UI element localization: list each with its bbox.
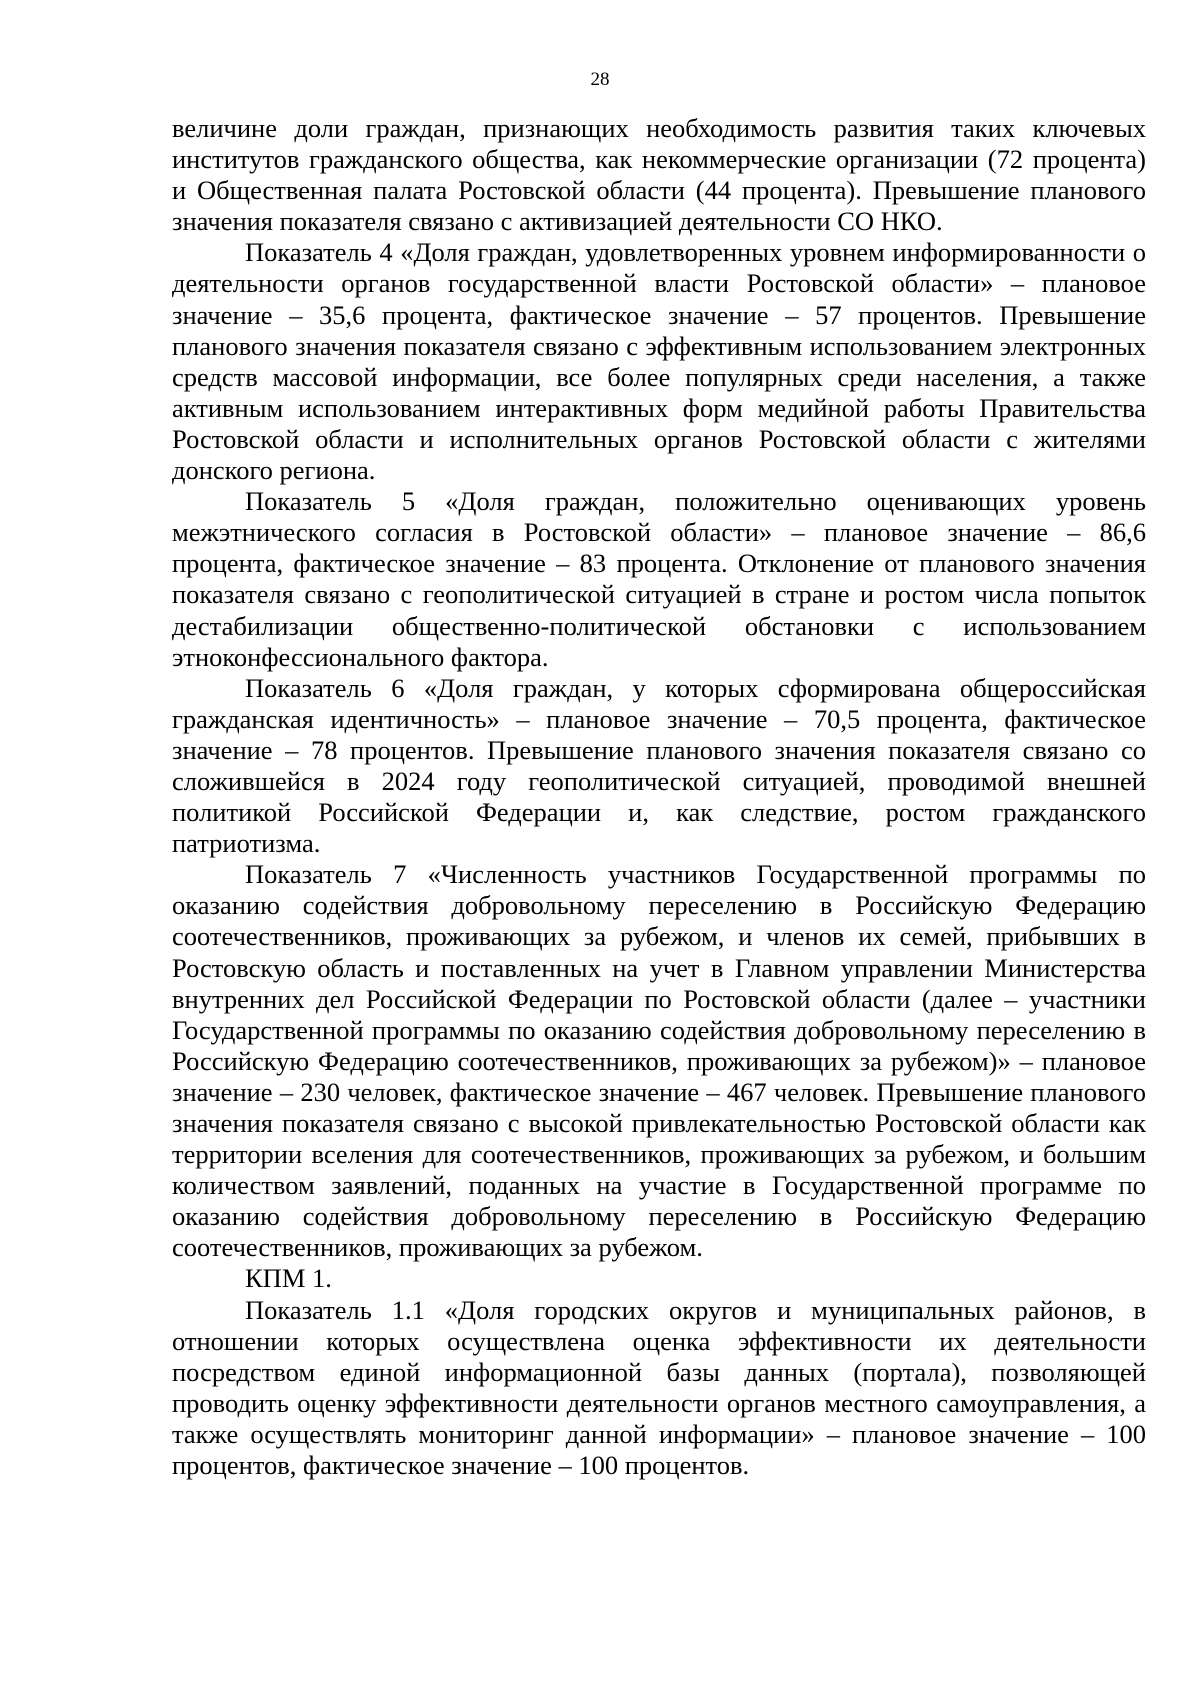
section-heading-kpm-1: КПМ 1.: [245, 1263, 332, 1294]
paragraph-indicator-5: Показатель 5 «Доля граждан, положительно оценивающих уровень межэтнического согласия в Ростовской области» – плановое значение – 86,6 процента, фактическое значение – 83 процента. Отклонение от планового значения показателя связано с геополитической ситуацией в стране и ростом числа попыток дестабилизации общественно-политической обстановки с использованием этноконфессионального фактора.: [172, 486, 1146, 672]
page-number: 28: [590, 69, 610, 90]
paragraph-continuation: величине доли граждан, признающих необходимость развития таких ключевых институтов гражданского общества, как некоммерческие организации (72 процента) и Общественная палата Ростовской области (44 процента). Превышение планового значения показателя связано с активизацией деятельности СО НКО.: [172, 113, 1146, 237]
paragraph-indicator-6: Показатель 6 «Доля граждан, у которых сформирована общероссийская гражданская идентичность» – плановое значение – 70,5 процента, фактическое значение – 78 процентов. Превышение планового значения показателя связано со сложившейся в 2024 году геополитической ситуацией, проводимой внешней политикой Российской Федерации и, как следствие, ростом гражданского патриотизма.: [172, 672, 1146, 859]
paragraph-indicator-1-1: Показатель 1.1 «Доля городских округов и муниципальных районов, в отношении которых осуществлена оценка эффективности их деятельности посредством единой информационной базы данных (портала), позволяющей проводить оценку эффективности деятельности органов местного самоуправления, а также осуществлять мониторинг данной информации» – плановое значение – 100 процентов, фактическое значение – 100 процентов.: [172, 1294, 1146, 1481]
document-body: [172, 113, 1146, 1481]
paragraph-indicator-4: Показатель 4 «Доля граждан, удовлетворенных уровнем информированности о деятельности органов государственной власти Ростовской области» – плановое значение – 35,6 процента, фактическое значение – 57 процентов. Превышение планового значения показателя связано с эффективным использованием электронных средств массовой информации, все более популярных среди населения, а также активным использованием интерактивных форм медийной работы Правительства Ростовской области и исполнительных органов Ростовской области с жителями донского региона.: [172, 237, 1146, 486]
paragraph-indicator-7: Показатель 7 «Численность участников Государственной программы по оказанию содействия добровольному переселению в Российскую Федерацию соотечественников, проживающих за рубежом, и членов их семей, прибывших в Ростовскую область и поставленных на учет в Главном управлении Министерства внутренних дел Российской Федерации по Ростовской области (далее – участники Государственной программы по оказанию содействия добровольному переселению в Российскую Федерацию соотечественников, проживающих за рубежом)» – плановое значение – 230 человек, фактическое значение – 467 человек. Превышение планового значения показателя связано с высокой привлекательностью Ростовской области как территории вселения для соотечественников, проживающих за рубежом, и большим количеством заявлений, поданных на участие в Государственной программе по оказанию содействия добровольному переселению в Российскую Федерацию соотечественников, проживающих за рубежом.: [172, 859, 1146, 1263]
